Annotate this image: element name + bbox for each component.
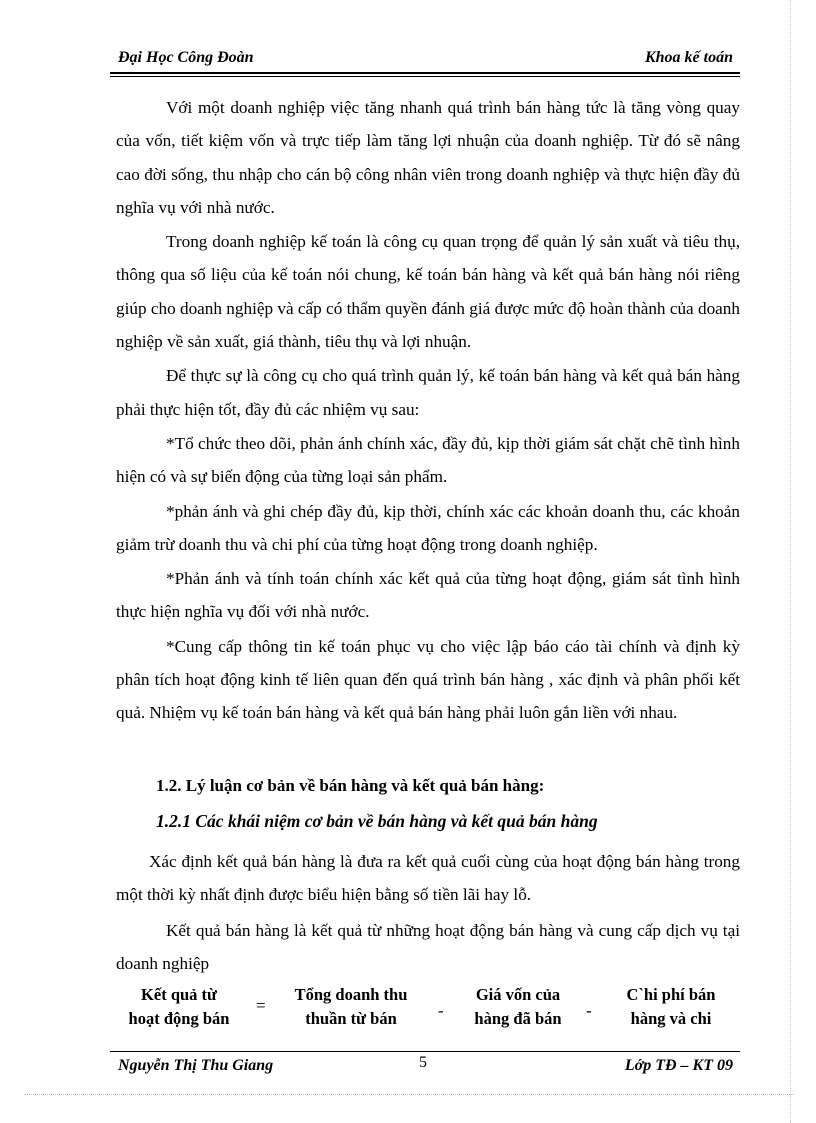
result-formula [116,983,740,1033]
header-faculty: Khoa kế toán [644,49,733,66]
paragraph: Với một doanh nghiệp việc tăng nhanh quá trình bán hàng tức là tăng vòng quay của vốn, tiết kiệm vốn và trực tiếp làm tăng lợi nhuận của doanh nghiệp. Từ đó sẽ nâng cao đời sống, thu nhập cho cán bộ công nhân viên trong doanh nghiệp và thực hiện đầy đủ nghĩa vụ với nhà nước. [116,98,740,217]
page-number: 5 [419,1054,427,1071]
paragraph: Để thực sự là công cụ cho quá trình quản lý, kế toán bán hàng và kết quả bán hàng phải thực hiện tốt, đầy đủ các nhiệm vụ sau: [116,366,740,419]
section-heading: 1.2. Lý luận cơ bản về bán hàng và kết quả bán hàng: [156,776,545,795]
subsection-heading: 1.2.1 Các khái niệm cơ bản về bán hàng và kết quả bán hàng [156,811,598,831]
bullet-paragraph: *Phản ánh và tính toán chính xác kết quả của từng hoạt động, giám sát tình hình thực hiện nghĩa vụ đối với nhà nước. [116,569,740,622]
formula-term-revenue: Tổng doanh thu thuần từ bán [294,985,408,1028]
footer-class: Lớp TĐ – KT 09 [624,1057,733,1074]
formula-minus: - [438,1001,444,1020]
footer-author: Nguyễn Thị Thu Giang [118,1057,274,1074]
paragraph: Kết quả bán hàng là kết quả từ những hoạt động bán hàng và cung cấp dịch vụ tại doanh nghiệp [116,920,740,973]
page-bottom-dotted-border [24,1094,794,1095]
body-text [116,91,740,730]
header-rule-thin [110,76,740,77]
formula-term-cost: Giá vốn của hàng đã bán [474,985,562,1028]
body-text-after-heading [116,845,740,980]
bullet-paragraph: *Tổ chức theo dõi, phản ánh chính xác, đầy đủ, kịp thời giám sát chặt chẽ tình hình hiện có và sự biến động của từng loại sản phẩm. [116,433,740,487]
footer-rule [110,1051,740,1052]
formula-term-result: Kết quả từ hoạt động bán [128,985,230,1028]
formula-minus: - [586,1001,592,1020]
header-university: Đại Học Công Đoàn [118,49,254,66]
bullet-paragraph: *phản ánh và ghi chép đầy đủ, kịp thời, chính xác các khoản doanh thu, các khoản giảm trừ doanh thu và chi phí của từng hoạt động trong doanh nghiệp. [116,501,740,554]
formula-equals: = [256,996,266,1015]
formula-term-expense: C`hi phí bán hàng và chi [626,985,716,1028]
paragraph: Xác định kết quả bán hàng là đưa ra kết quả cuối cùng của hoạt động bán hàng trong một thời kỳ nhất định được biểu hiện bằng số tiền lãi hay lỗ. [116,852,740,905]
header-rule-thick [110,72,740,74]
bullet-paragraph: *Cung cấp thông tin kế toán phục vụ cho việc lập báo cáo tài chính và định kỳ phân tích hoạt động kinh tế liên quan đến quá trình bán hàng , xác định và phân phối kết quả. Nhiệm vụ kế toán bán hàng và kết quả bán hàng phải luôn gắn liền với nhau. [116,636,740,723]
page-right-dotted-border [790,0,791,1123]
paragraph: Trong doanh nghiệp kế toán là công cụ quan trọng để quản lý sản xuất và tiêu thụ, thông qua số liệu của kế toán nói chung, kế toán bán hàng và kết quả bán hàng nói riêng giúp cho doanh nghiệp và cấp có thẩm quyền đánh giá được mức độ hoàn thành của doanh nghiệp về sản xuất, giá thành, tiêu thụ và lợi nhuận. [116,232,740,352]
